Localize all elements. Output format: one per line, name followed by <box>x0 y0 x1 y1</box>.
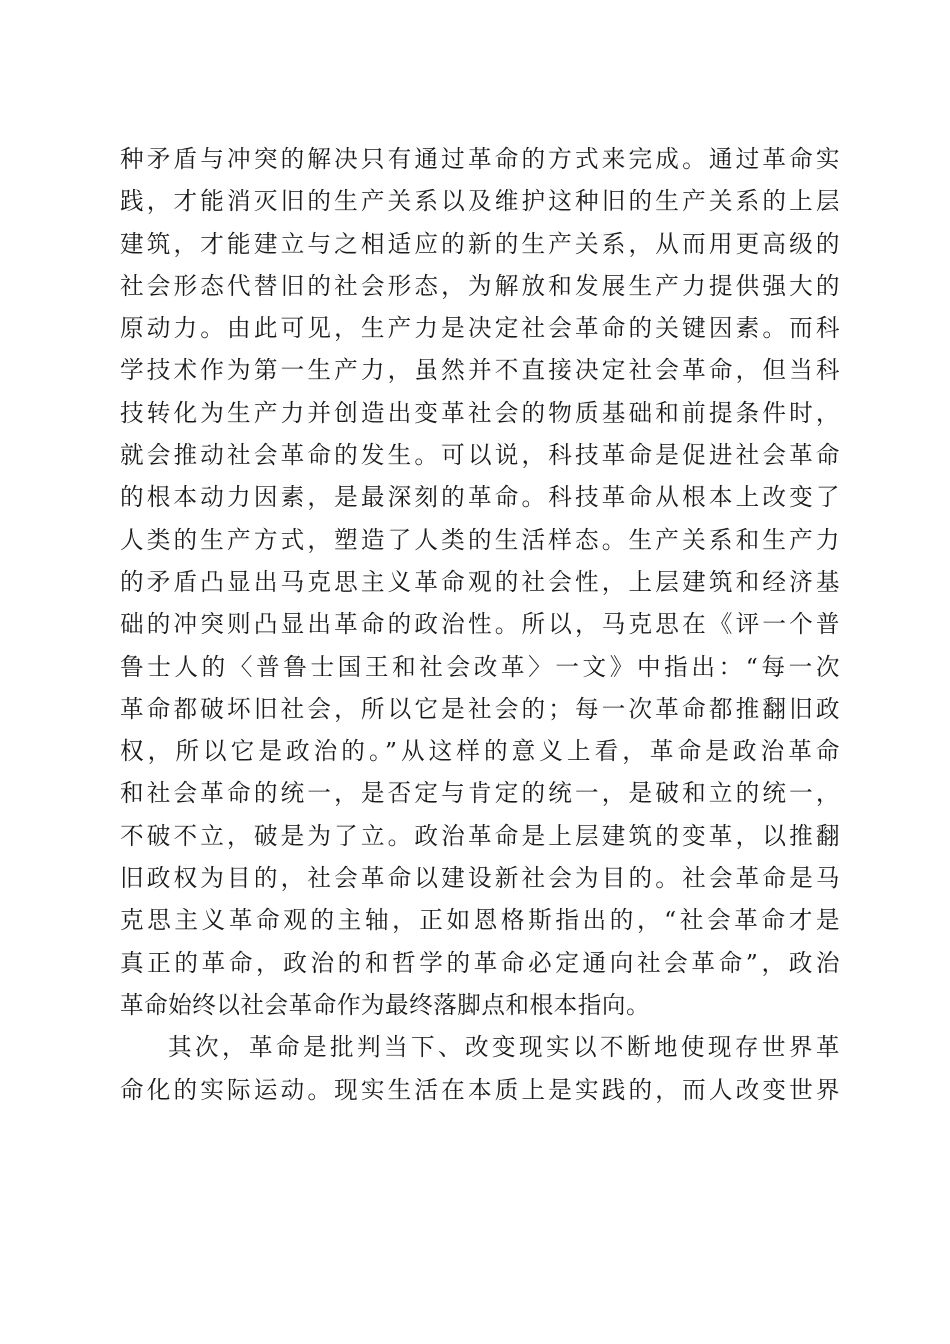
text-line: 的根本动力因素，是最深刻的革命。科技革命从根本上改变了 <box>120 483 840 512</box>
text-line: 命化的实际运动。现实生活在本质上是实践的，而人改变世界 <box>120 1075 840 1104</box>
paragraph-end-line: 革命始终以社会革命作为最终落脚点和根本指向。 <box>120 990 651 1019</box>
text-line: 不破不立，破是为了立。政治革命是上层建筑的变革，以推翻 <box>120 821 840 850</box>
text-line: 革命都破坏旧社会，所以它是社会的；每一次革命都推翻旧政 <box>120 694 840 723</box>
text-line: 克思主义革命观的主轴，正如恩格斯指出的，“社会革命才是 <box>120 906 840 935</box>
text-line: 旧政权为目的，社会革命以建设新社会为目的。社会革命是马 <box>120 864 840 893</box>
text-line: 的矛盾凸显出马克思主义革命观的社会性，上层建筑和经济基 <box>120 567 840 596</box>
text-line: 建筑，才能建立与之相适应的新的生产关系，从而用更高级的 <box>120 229 840 258</box>
text-line: 学技术作为第一生产力，虽然并不直接决定社会革命，但当科 <box>120 356 840 385</box>
paragraph-start-line: 其次，革命是批判当下、改变现实以不断地使现存世界革 <box>168 1033 840 1062</box>
text-line: 真正的革命，政治的和哲学的革命必定通向社会革命”，政治 <box>120 948 840 977</box>
text-line: 础的冲突则凸显出革命的政治性。所以，马克思在《评一个普 <box>120 610 840 639</box>
text-line: 践，才能消灭旧的生产关系以及维护这种旧的生产关系的上层 <box>120 187 840 216</box>
text-line: 鲁士人的〈普鲁士国王和社会改革〉一文》中指出：“每一次 <box>120 652 840 681</box>
text-line: 和社会革命的统一，是否定与肯定的统一，是破和立的统一， <box>120 779 840 808</box>
text-line: 社会形态代替旧的社会形态，为解放和发展生产力提供强大的 <box>120 271 840 300</box>
body-text <box>120 138 840 1111</box>
text-line: 就会推动社会革命的发生。可以说，科技革命是促进社会革命 <box>120 441 840 470</box>
text-line: 人类的生产方式，塑造了人类的生活样态。生产关系和生产力 <box>120 525 840 554</box>
text-line: 权，所以它是政治的。”从这样的意义上看，革命是政治革命 <box>120 737 840 766</box>
text-line: 原动力。由此可见，生产力是决定社会革命的关键因素。而科 <box>120 314 840 343</box>
text-line: 种矛盾与冲突的解决只有通过革命的方式来完成。通过革命实 <box>120 145 840 173</box>
text-line: 技转化为生产力并创造出变革社会的物质基础和前提条件时， <box>120 398 840 427</box>
